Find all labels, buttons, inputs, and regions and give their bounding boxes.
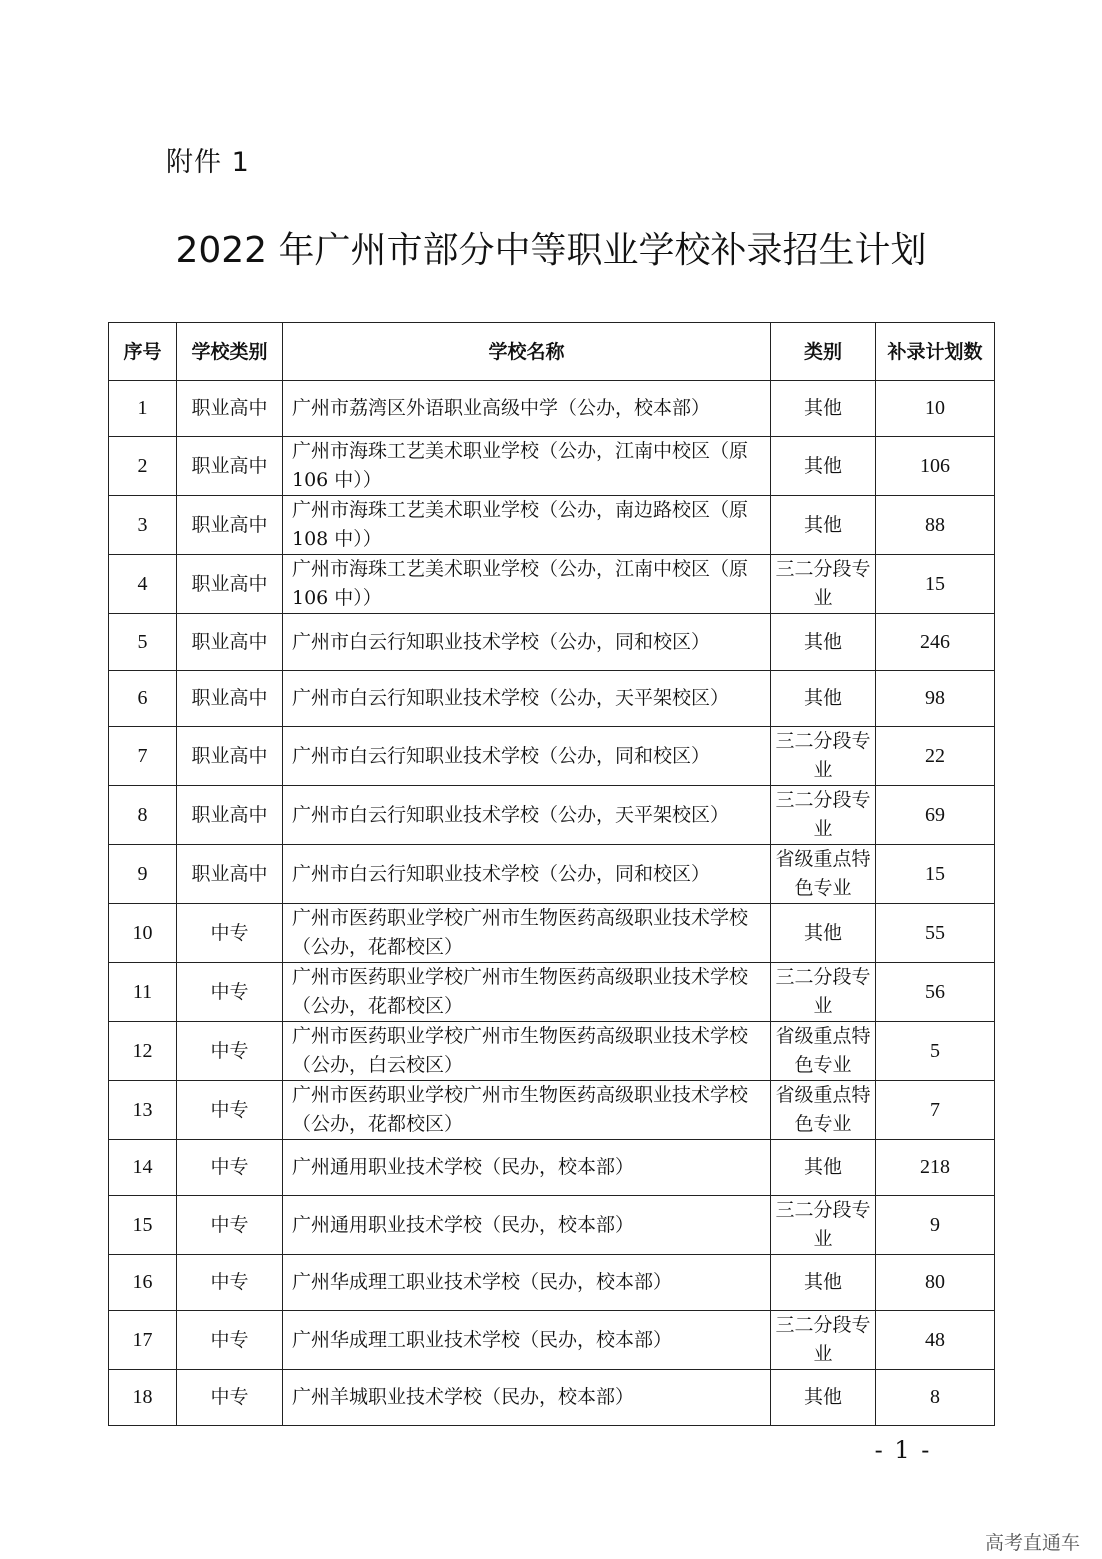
cell-school-type: 职业高中 [177, 845, 283, 904]
cell-school-name: 广州市海珠工艺美术职业学校（公办，南边路校区（原 108 中）） [283, 496, 771, 555]
cell-plan-count: 10 [876, 381, 995, 437]
cell-school-type: 职业高中 [177, 786, 283, 845]
table-row [109, 904, 995, 963]
table-row [109, 963, 995, 1022]
cell-plan-count: 15 [876, 845, 995, 904]
cell-category: 省级重点特色专业 [771, 1081, 876, 1140]
cell-school-type: 中专 [177, 904, 283, 963]
cell-serial-number: 16 [109, 1255, 177, 1311]
document-title: 2022 年广州市部分中等职业学校补录招生计划 [175, 230, 927, 271]
table-row [109, 381, 995, 437]
cell-category: 其他 [771, 614, 876, 671]
cell-plan-count: 88 [876, 496, 995, 555]
cell-school-name: 广州华成理工职业技术学校（民办，校本部） [283, 1255, 771, 1311]
cell-serial-number: 5 [109, 614, 177, 671]
cell-serial-number: 8 [109, 786, 177, 845]
cell-school-type: 中专 [177, 1370, 283, 1426]
cell-category: 其他 [771, 1140, 876, 1196]
cell-plan-count: 22 [876, 727, 995, 786]
table-row [109, 1255, 995, 1311]
header-category: 类别 [771, 323, 876, 381]
cell-school-type: 职业高中 [177, 381, 283, 437]
cell-category: 三二分段专业 [771, 1196, 876, 1255]
cell-plan-count: 218 [876, 1140, 995, 1196]
cell-serial-number: 10 [109, 904, 177, 963]
cell-serial-number: 9 [109, 845, 177, 904]
cell-school-name: 广州市医药职业学校广州市生物医药高级职业技术学校（公办，白云校区） [283, 1022, 771, 1081]
header-serial-number: 序号 [109, 323, 177, 381]
cell-plan-count: 246 [876, 614, 995, 671]
cell-serial-number: 2 [109, 437, 177, 496]
cell-school-type: 中专 [177, 963, 283, 1022]
header-school-name: 学校名称 [283, 323, 771, 381]
table-header-row [109, 323, 995, 381]
cell-school-name: 广州市白云行知职业技术学校（公办，天平架校区） [283, 786, 771, 845]
cell-category: 其他 [771, 1370, 876, 1426]
cell-school-type: 中专 [177, 1140, 283, 1196]
table-row [109, 1140, 995, 1196]
table-row [109, 1196, 995, 1255]
cell-school-name: 广州通用职业技术学校（民办，校本部） [283, 1140, 771, 1196]
table-row [109, 786, 995, 845]
attachment-label: 附件 1 [166, 147, 250, 178]
cell-school-type: 中专 [177, 1311, 283, 1370]
table-row [109, 1370, 995, 1426]
cell-school-type: 中专 [177, 1022, 283, 1081]
cell-category: 三二分段专业 [771, 727, 876, 786]
cell-plan-count: 69 [876, 786, 995, 845]
cell-school-name: 广州市医药职业学校广州市生物医药高级职业技术学校（公办，花都校区） [283, 904, 771, 963]
cell-school-type: 职业高中 [177, 437, 283, 496]
table-row [109, 614, 995, 671]
cell-school-name: 广州市白云行知职业技术学校（公办，天平架校区） [283, 671, 771, 727]
cell-school-name: 广州市荔湾区外语职业高级中学（公办，校本部） [283, 381, 771, 437]
cell-school-name: 广州市海珠工艺美术职业学校（公办，江南中校区（原 106 中）） [283, 437, 771, 496]
cell-plan-count: 8 [876, 1370, 995, 1426]
page-number: - 1 - [874, 1436, 932, 1464]
cell-category: 其他 [771, 381, 876, 437]
table-body [109, 381, 995, 1426]
cell-category: 其他 [771, 671, 876, 727]
cell-serial-number: 13 [109, 1081, 177, 1140]
cell-school-type: 职业高中 [177, 671, 283, 727]
cell-school-type: 职业高中 [177, 614, 283, 671]
cell-plan-count: 7 [876, 1081, 995, 1140]
cell-plan-count: 9 [876, 1196, 995, 1255]
cell-school-type: 职业高中 [177, 727, 283, 786]
table-row [109, 496, 995, 555]
header-plan-count: 补录计划数 [876, 323, 995, 381]
cell-school-name: 广州市白云行知职业技术学校（公办，同和校区） [283, 614, 771, 671]
cell-school-name: 广州羊城职业技术学校（民办，校本部） [283, 1370, 771, 1426]
cell-plan-count: 98 [876, 671, 995, 727]
cell-category: 省级重点特色专业 [771, 845, 876, 904]
cell-serial-number: 17 [109, 1311, 177, 1370]
cell-category: 其他 [771, 1255, 876, 1311]
table-row [109, 1022, 995, 1081]
enrollment-plan-table [108, 322, 995, 1426]
cell-school-name: 广州市海珠工艺美术职业学校（公办，江南中校区（原 106 中）） [283, 555, 771, 614]
cell-plan-count: 15 [876, 555, 995, 614]
cell-school-name: 广州市白云行知职业技术学校（公办，同和校区） [283, 727, 771, 786]
header-school-type: 学校类别 [177, 323, 283, 381]
table-row [109, 727, 995, 786]
table-row [109, 437, 995, 496]
watermark: 高考直通车 [984, 1532, 1080, 1554]
cell-school-type: 职业高中 [177, 496, 283, 555]
cell-serial-number: 11 [109, 963, 177, 1022]
cell-category: 三二分段专业 [771, 786, 876, 845]
table-row [109, 555, 995, 614]
cell-category: 三二分段专业 [771, 1311, 876, 1370]
cell-serial-number: 14 [109, 1140, 177, 1196]
cell-category: 三二分段专业 [771, 555, 876, 614]
cell-plan-count: 48 [876, 1311, 995, 1370]
cell-school-type: 职业高中 [177, 555, 283, 614]
cell-category: 三二分段专业 [771, 963, 876, 1022]
cell-plan-count: 55 [876, 904, 995, 963]
cell-category: 其他 [771, 496, 876, 555]
cell-school-type: 中专 [177, 1255, 283, 1311]
cell-school-type: 中专 [177, 1081, 283, 1140]
cell-serial-number: 18 [109, 1370, 177, 1426]
cell-serial-number: 15 [109, 1196, 177, 1255]
cell-school-name: 广州华成理工职业技术学校（民办，校本部） [283, 1311, 771, 1370]
table-row [109, 671, 995, 727]
cell-plan-count: 56 [876, 963, 995, 1022]
cell-school-name: 广州市医药职业学校广州市生物医药高级职业技术学校（公办，花都校区） [283, 1081, 771, 1140]
cell-serial-number: 4 [109, 555, 177, 614]
cell-school-type: 中专 [177, 1196, 283, 1255]
cell-serial-number: 6 [109, 671, 177, 727]
cell-plan-count: 80 [876, 1255, 995, 1311]
cell-serial-number: 1 [109, 381, 177, 437]
cell-plan-count: 106 [876, 437, 995, 496]
cell-serial-number: 12 [109, 1022, 177, 1081]
table-row [109, 845, 995, 904]
cell-school-name: 广州市白云行知职业技术学校（公办，同和校区） [283, 845, 771, 904]
cell-category: 其他 [771, 904, 876, 963]
cell-school-name: 广州通用职业技术学校（民办，校本部） [283, 1196, 771, 1255]
table-row [109, 1081, 995, 1140]
cell-category: 其他 [771, 437, 876, 496]
cell-serial-number: 3 [109, 496, 177, 555]
cell-category: 省级重点特色专业 [771, 1022, 876, 1081]
cell-school-name: 广州市医药职业学校广州市生物医药高级职业技术学校（公办，花都校区） [283, 963, 771, 1022]
cell-plan-count: 5 [876, 1022, 995, 1081]
table-row [109, 1311, 995, 1370]
cell-serial-number: 7 [109, 727, 177, 786]
